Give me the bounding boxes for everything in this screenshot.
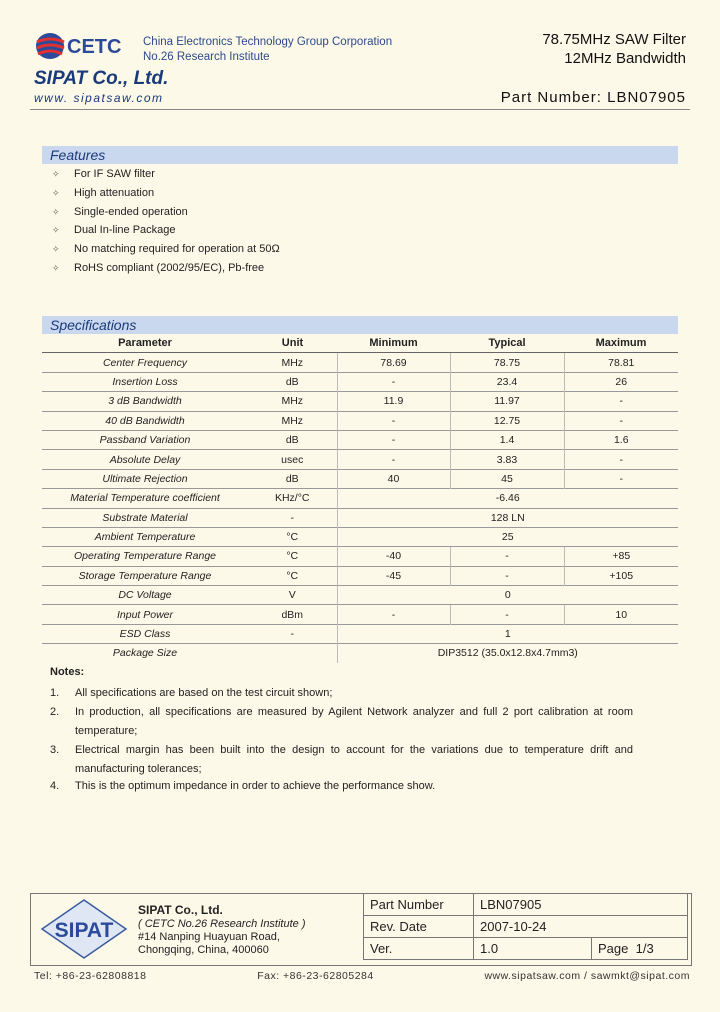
diamond-bullet-icon: ✧: [52, 225, 60, 236]
param-cell: Substrate Material: [42, 508, 248, 527]
feature-item: [52, 243, 280, 255]
param-cell: Center Frequency: [42, 353, 248, 372]
value-cell: 128 LN: [337, 508, 678, 527]
min-cell: -: [337, 372, 450, 391]
footer-ver-value: 1.0: [474, 938, 592, 960]
feature-text: Single-ended operation: [74, 205, 188, 218]
footer-address-1: #14 Nanping Huayuan Road,: [138, 931, 280, 943]
param-cell: 40 dB Bandwidth: [42, 411, 248, 430]
param-cell: Passband Variation: [42, 430, 248, 449]
max-cell: -: [564, 411, 678, 430]
min-cell: 78.69: [337, 353, 450, 372]
table-row: [42, 624, 678, 643]
product-title-line-1: 78.75MHz SAW Filter: [542, 31, 686, 48]
value-cell: 0: [337, 586, 678, 605]
contact-line: [34, 970, 690, 982]
sipat-logo-text: SIPAT: [54, 919, 114, 942]
value-cell: -6.46: [337, 489, 678, 508]
note-text: Electrical margin has been built into the design to account for the variations due to temperature drift and manufacturing tolerances;: [75, 744, 633, 775]
table-row: [42, 353, 678, 372]
max-cell: +85: [564, 547, 678, 566]
table-row: [42, 527, 678, 546]
table-header-row: [42, 334, 678, 353]
header-minimum: Minimum: [337, 334, 450, 353]
notes-title: Notes:: [50, 666, 85, 678]
cetc-logo-text: CETC: [67, 36, 122, 58]
param-cell: ESD Class: [42, 624, 248, 643]
max-cell: 1.6: [564, 430, 678, 449]
max-cell: 26: [564, 372, 678, 391]
typ-cell: 3.83: [450, 450, 564, 469]
typ-cell: 1.4: [450, 430, 564, 449]
note-item: [50, 703, 640, 741]
min-cell: -: [337, 411, 450, 430]
note-number: 4.: [50, 780, 60, 792]
typ-cell: -: [450, 547, 564, 566]
typ-cell: 78.75: [450, 353, 564, 372]
footer-ver-row: [364, 938, 688, 960]
unit-cell: MHz: [248, 353, 337, 372]
sipat-logo: [38, 898, 130, 960]
feature-text: RoHS compliant (2002/95/EC), Pb-free: [74, 262, 265, 274]
param-cell: Material Temperature coefficient: [42, 489, 248, 508]
feature-text: No matching required for operation at 50Ω: [74, 243, 280, 256]
table-row: [42, 372, 678, 391]
value-cell: 1: [337, 624, 678, 643]
param-cell: Input Power: [42, 605, 248, 624]
note-number: 1.: [50, 687, 60, 699]
table-row: [42, 450, 678, 469]
min-cell: -45: [337, 566, 450, 585]
diamond-bullet-icon: ✧: [52, 263, 60, 273]
feature-text: For IF SAW filter: [74, 168, 155, 180]
table-row: [42, 508, 678, 527]
typ-cell: -: [450, 566, 564, 585]
feature-item: [52, 187, 154, 199]
unit-cell: °C: [248, 527, 337, 546]
param-cell: Package Size: [42, 644, 248, 663]
note-item: [50, 777, 640, 796]
unit-cell: -: [248, 508, 337, 527]
feature-item: [52, 262, 264, 274]
param-cell: 3 dB Bandwidth: [42, 392, 248, 411]
footer-web-email[interactable]: www.sipatsaw.com / sawmkt@sipat.com: [484, 970, 690, 982]
table-row: [42, 430, 678, 449]
footer-company: SIPAT Co., Ltd.: [138, 903, 223, 917]
unit-cell: dB: [248, 430, 337, 449]
footer-rev-value: 2007-10-24: [474, 916, 688, 938]
table-row: [42, 547, 678, 566]
param-cell: Absolute Delay: [42, 450, 248, 469]
diamond-bullet-icon: ✧: [52, 206, 60, 217]
param-cell: Operating Temperature Range: [42, 547, 248, 566]
note-item: [50, 684, 640, 703]
min-cell: -: [337, 430, 450, 449]
max-cell: 78.81: [564, 353, 678, 372]
min-cell: 11.9: [337, 392, 450, 411]
unit-cell: [248, 644, 337, 663]
table-row: [42, 644, 678, 663]
table-row: [42, 411, 678, 430]
min-cell: 40: [337, 469, 450, 488]
footer-pn-label: Part Number: [364, 894, 474, 916]
header-parameter: Parameter: [42, 334, 248, 353]
specifications-heading: Specifications: [42, 316, 678, 334]
footer-ver-label: Ver.: [364, 938, 474, 960]
typ-cell: 23.4: [450, 372, 564, 391]
unit-cell: dB: [248, 469, 337, 488]
max-cell: -: [564, 450, 678, 469]
footer-rev-label: Rev. Date: [364, 916, 474, 938]
header-maximum: Maximum: [564, 334, 678, 353]
unit-cell: dB: [248, 372, 337, 391]
unit-cell: MHz: [248, 411, 337, 430]
table-row: [42, 605, 678, 624]
diamond-bullet-icon: ✧: [52, 169, 60, 179]
footer-pn-value: LBN07905: [474, 894, 688, 916]
specifications-table: [42, 334, 678, 663]
feature-text: Dual In-line Package: [74, 224, 176, 237]
unit-cell: KHz/°C: [248, 489, 337, 508]
header-typical: Typical: [450, 334, 564, 353]
table-row: [42, 586, 678, 605]
diamond-bullet-icon: ✧: [52, 187, 60, 198]
unit-cell: dBm: [248, 605, 337, 624]
unit-cell: °C: [248, 566, 337, 585]
note-number: 2.: [50, 706, 60, 718]
footer-page-label: Page: [598, 941, 629, 956]
param-cell: Ultimate Rejection: [42, 469, 248, 488]
footer-rev-row: [364, 916, 688, 938]
footer-institute: ( CETC No.26 Research Institute ): [138, 918, 306, 930]
feature-text: High attenuation: [74, 186, 155, 199]
company-name: SIPAT Co., Ltd.: [34, 68, 169, 89]
footer-page: [592, 938, 688, 960]
website-link[interactable]: www. sipatsaw.com: [34, 91, 164, 105]
cetc-globe-icon: [36, 33, 64, 59]
unit-cell: MHz: [248, 392, 337, 411]
footer-page-value: 1/3: [635, 941, 654, 956]
param-cell: Insertion Loss: [42, 372, 248, 391]
note-number: 3.: [50, 744, 60, 756]
feature-item: [52, 206, 188, 218]
param-cell: Ambient Temperature: [42, 527, 248, 546]
unit-cell: V: [248, 586, 337, 605]
org-line-1: China Electronics Technology Group Corporation: [143, 36, 393, 48]
param-cell: Storage Temperature Range: [42, 566, 248, 585]
typ-cell: -: [450, 605, 564, 624]
table-row: [42, 392, 678, 411]
product-title-line-2: 12MHz Bandwidth: [564, 50, 686, 67]
footer-address-2: Chongqing, China, 400060: [138, 944, 269, 956]
param-cell: DC Voltage: [42, 586, 248, 605]
unit-cell: usec: [248, 450, 337, 469]
note-item: [50, 741, 640, 779]
cetc-logo: [34, 28, 132, 64]
note-text: In production, all specifications are measured by Agilent Network analyzer and full 2 port calibration at room temperature;: [75, 706, 633, 737]
min-cell: -: [337, 605, 450, 624]
typ-cell: 45: [450, 469, 564, 488]
table-row: [42, 489, 678, 508]
value-cell: DIP3512 (35.0x12.8x4.7mm3): [337, 644, 678, 663]
org-line-2: No.26 Research Institute: [143, 51, 270, 63]
table-row: [42, 469, 678, 488]
table-row: [42, 566, 678, 585]
unit-cell: °C: [248, 547, 337, 566]
feature-item: [52, 168, 155, 180]
diamond-bullet-icon: ✧: [52, 244, 60, 255]
unit-cell: -: [248, 624, 337, 643]
feature-item: [52, 224, 176, 236]
footer-part-number-row: [364, 894, 688, 916]
footer-tel: Tel: +86-23-62808818: [34, 970, 147, 982]
value-cell: 25: [337, 527, 678, 546]
max-cell: +105: [564, 566, 678, 585]
max-cell: 10: [564, 605, 678, 624]
footer-fax: Fax: +86-23-62805284: [257, 970, 374, 982]
max-cell: -: [564, 469, 678, 488]
typ-cell: 12.75: [450, 411, 564, 430]
note-text: All specifications are based on the test circuit shown;: [75, 687, 333, 699]
header-unit: Unit: [248, 334, 337, 353]
min-cell: -40: [337, 547, 450, 566]
features-heading: Features: [42, 146, 678, 164]
note-text: This is the optimum impedance in order to achieve the performance show.: [75, 780, 436, 792]
typ-cell: 11.97: [450, 392, 564, 411]
min-cell: -: [337, 450, 450, 469]
header-divider: [30, 109, 690, 110]
footer-info-table: [363, 893, 688, 960]
max-cell: -: [564, 392, 678, 411]
part-number-header: Part Number: LBN07905: [500, 89, 686, 106]
